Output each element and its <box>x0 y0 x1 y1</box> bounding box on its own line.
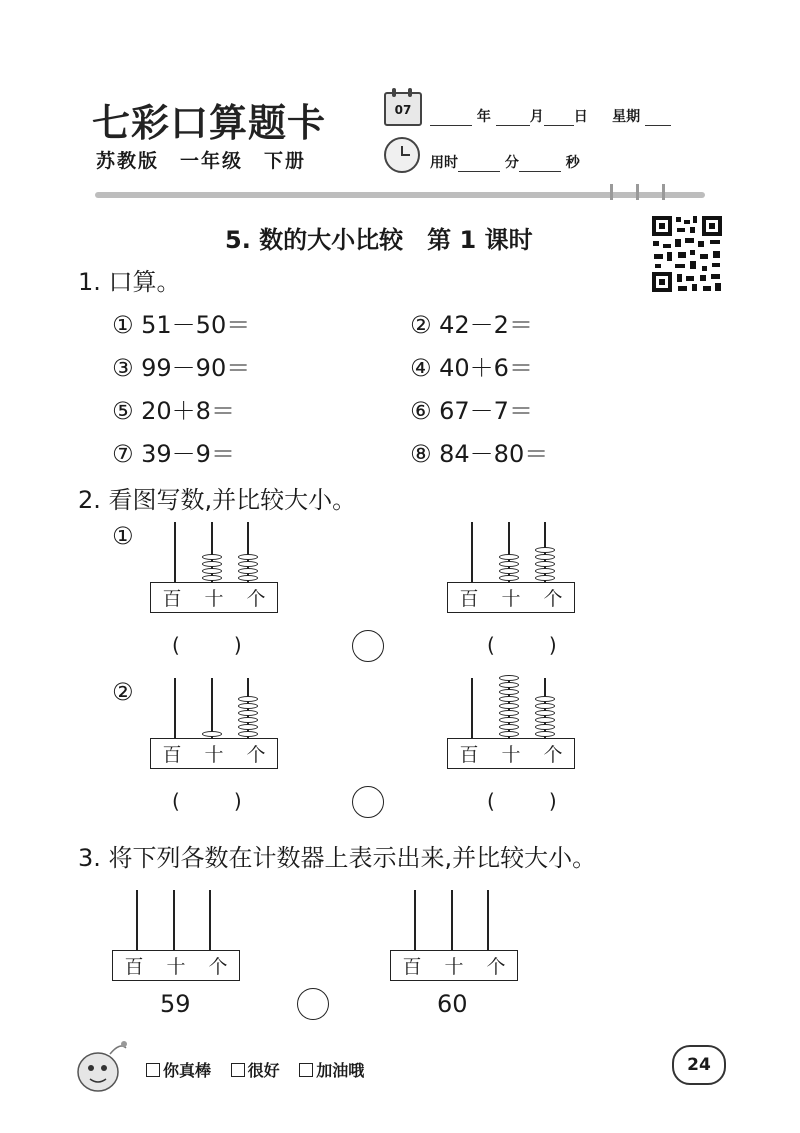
problem-3: ③ 99－90＝ <box>112 354 251 382</box>
ones-bead <box>535 568 555 574</box>
time-used-label: 用时 <box>430 155 458 171</box>
brand-title: 七彩口算题卡 <box>92 100 327 145</box>
ones-bead <box>535 547 555 553</box>
tens-rod <box>211 678 213 738</box>
abacus-base <box>150 582 278 613</box>
tens-bead <box>499 568 519 574</box>
seconds-label: 秒 <box>565 155 580 171</box>
ones-bead <box>238 717 258 723</box>
compare-circle-3[interactable] <box>297 988 329 1020</box>
tens-bead <box>499 703 519 709</box>
tens-label: 十 <box>204 744 224 766</box>
section-2-title: 2. 看图写数,并比较大小。 <box>78 486 357 514</box>
time-line <box>430 152 580 172</box>
ones-label: 个 <box>246 588 266 610</box>
calendar-icon <box>384 92 422 126</box>
abacus-base <box>112 950 240 981</box>
tens-bead <box>499 675 519 681</box>
tens-bead <box>499 554 519 560</box>
ones-label: 个 <box>208 956 228 978</box>
item-label-2: ② <box>112 678 134 706</box>
ones-bead <box>535 724 555 730</box>
tens-bead <box>499 717 519 723</box>
hundreds-label: 百 <box>124 956 144 978</box>
ones-label: 个 <box>486 956 506 978</box>
ones-bead <box>535 696 555 702</box>
hundreds-label: 百 <box>162 588 182 610</box>
ones-bead <box>535 710 555 716</box>
ones-bead <box>535 703 555 709</box>
ones-rod <box>209 890 211 950</box>
problem-7: ⑦ 39－9＝ <box>112 440 235 468</box>
weekday-label: 星期 <box>612 109 641 125</box>
abacus-base <box>390 950 518 981</box>
tens-label: 十 <box>204 588 224 610</box>
ones-bead <box>238 703 258 709</box>
ones-bead <box>535 554 555 560</box>
problem-6: ⑥ 67－7＝ <box>410 397 533 425</box>
tens-bead <box>499 731 519 737</box>
checkbox-icon[interactable] <box>231 1063 245 1077</box>
divider-tick <box>636 184 639 200</box>
ones-bead <box>238 561 258 567</box>
answer-paren-left-1[interactable]: ( ) <box>172 633 242 657</box>
tens-bead <box>202 575 222 581</box>
number-59: 59 <box>160 990 191 1018</box>
tens-bead <box>202 561 222 567</box>
item-label-1: ① <box>112 522 134 550</box>
hundreds-label: 百 <box>162 744 182 766</box>
answer-paren-right-2[interactable]: ( ) <box>487 789 557 813</box>
tens-bead <box>499 710 519 716</box>
mascot-icon <box>70 1036 132 1096</box>
divider-tick <box>610 184 613 200</box>
ones-label: 个 <box>543 744 563 766</box>
rating-great[interactable]: 你真棒 <box>146 1061 211 1080</box>
tens-label: 十 <box>444 956 464 978</box>
hundreds-rod <box>136 890 138 950</box>
edition-label: 苏教版 一年级 下册 <box>96 150 307 172</box>
lesson-title: 5. 数的大小比较 第 1 课时 <box>225 226 533 254</box>
compare-circle-1[interactable] <box>352 630 384 662</box>
ones-rod <box>487 890 489 950</box>
header-divider <box>95 192 705 198</box>
hundreds-label: 百 <box>459 588 479 610</box>
hundreds-rod <box>471 522 473 582</box>
rating-options <box>146 1058 378 1081</box>
month-label: 月 <box>529 109 544 125</box>
abacus-base <box>150 738 278 769</box>
checkbox-icon[interactable] <box>146 1063 160 1077</box>
section-1-title: 1. 口算。 <box>78 268 181 296</box>
problem-5: ⑤ 20＋8＝ <box>112 397 235 425</box>
qr-code-icon[interactable] <box>650 214 724 294</box>
ones-bead <box>535 717 555 723</box>
tens-bead <box>499 561 519 567</box>
hundreds-rod <box>414 890 416 950</box>
abacus-base <box>447 738 575 769</box>
abacus-base <box>447 582 575 613</box>
minutes-label: 分 <box>504 155 519 171</box>
tens-bead <box>202 731 222 737</box>
tens-rod <box>173 890 175 950</box>
clock-icon <box>384 137 420 173</box>
calendar-number: 07 <box>394 103 412 117</box>
tens-bead <box>202 568 222 574</box>
compare-circle-2[interactable] <box>352 786 384 818</box>
tens-label: 十 <box>501 744 521 766</box>
hundreds-rod <box>471 678 473 738</box>
rating-keep-going[interactable]: 加油哦 <box>299 1061 364 1080</box>
rating-good[interactable]: 很好 <box>231 1061 280 1080</box>
tens-rod <box>451 890 453 950</box>
tens-label: 十 <box>166 956 186 978</box>
hundreds-rod <box>174 678 176 738</box>
problem-2: ② 42－2＝ <box>410 311 533 339</box>
answer-paren-left-2[interactable]: ( ) <box>172 789 242 813</box>
tens-bead <box>499 682 519 688</box>
divider-tick <box>662 184 665 200</box>
ones-bead <box>238 575 258 581</box>
problem-8: ⑧ 84－80＝ <box>410 440 549 468</box>
tens-bead <box>499 689 519 695</box>
tens-bead <box>499 696 519 702</box>
ones-bead <box>535 575 555 581</box>
problem-4: ④ 40＋6＝ <box>410 354 533 382</box>
ones-bead <box>238 696 258 702</box>
hundreds-rod <box>174 522 176 582</box>
day-label: 日 <box>573 109 588 125</box>
tens-bead <box>499 575 519 581</box>
ones-bead <box>238 568 258 574</box>
hundreds-label: 百 <box>402 956 422 978</box>
page-number: 24 <box>672 1045 726 1085</box>
year-label: 年 <box>476 109 491 125</box>
ones-bead <box>238 731 258 737</box>
tens-label: 十 <box>501 588 521 610</box>
ones-bead <box>535 731 555 737</box>
ones-bead <box>238 710 258 716</box>
ones-bead <box>238 724 258 730</box>
ones-bead <box>238 554 258 560</box>
checkbox-icon[interactable] <box>299 1063 313 1077</box>
ones-bead <box>535 561 555 567</box>
problem-1: ① 51－50＝ <box>112 311 251 339</box>
date-line <box>430 106 671 126</box>
tens-bead <box>499 724 519 730</box>
number-60: 60 <box>437 990 468 1018</box>
hundreds-label: 百 <box>459 744 479 766</box>
answer-paren-right-1[interactable]: ( ) <box>487 633 557 657</box>
section-3-title: 3. 将下列各数在计数器上表示出来,并比较大小。 <box>78 844 597 872</box>
tens-bead <box>202 554 222 560</box>
ones-label: 个 <box>543 588 563 610</box>
ones-label: 个 <box>246 744 266 766</box>
